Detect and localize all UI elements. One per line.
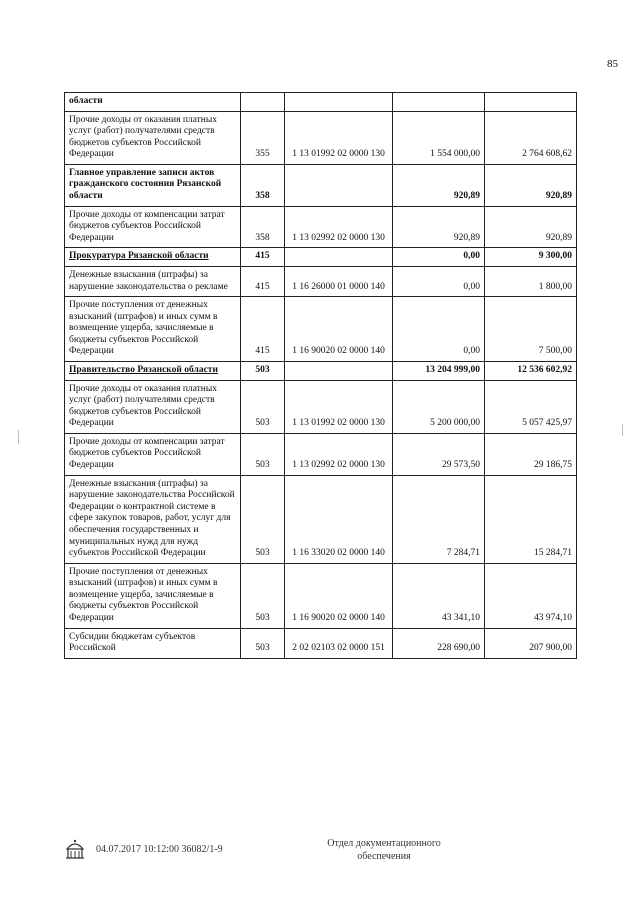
row-kbk: 2 02 02103 02 0000 151 — [285, 628, 393, 658]
row-code: 503 — [241, 563, 285, 628]
row-fact: 1 800,00 — [485, 266, 577, 296]
row-fact: 29 186,75 — [485, 433, 577, 475]
row-fact: 920,89 — [485, 164, 577, 206]
row-fact: 207 900,00 — [485, 628, 577, 658]
row-fact: 2 764 608,62 — [485, 111, 577, 164]
department-stamp: Отдел документационного обеспечения — [327, 838, 441, 862]
table-row — [65, 361, 577, 380]
row-fact — [485, 93, 577, 112]
row-plan: 0,00 — [393, 266, 485, 296]
row-name-text: Правительство Рязанской области — [69, 364, 218, 375]
row-name: Денежные взыскания (штрафы) за нарушение законодательства Российской Федерации о контрактной системе в сфере закупок товаров, работ, услуг для обеспечения государственных и муниципальных нужд для нужд субъектов Российской Федерации — [65, 475, 241, 563]
row-plan: 29 573,50 — [393, 433, 485, 475]
row-name — [65, 361, 241, 380]
row-code: 415 — [241, 248, 285, 267]
row-plan: 7 284,71 — [393, 475, 485, 563]
row-plan: 1 554 000,00 — [393, 111, 485, 164]
date-stamp: 04.07.2017 10:12:00 36082/1-9 — [96, 844, 223, 855]
row-plan: 920,89 — [393, 164, 485, 206]
table-row — [65, 266, 577, 296]
row-plan: 920,89 — [393, 206, 485, 248]
table-row — [65, 206, 577, 248]
row-kbk: 1 16 26000 01 0000 140 — [285, 266, 393, 296]
row-kbk: 1 16 90020 02 0000 140 — [285, 297, 393, 362]
row-code: 503 — [241, 380, 285, 433]
row-name — [65, 248, 241, 267]
table-row — [65, 248, 577, 267]
scan-mark — [622, 424, 623, 436]
row-code: 358 — [241, 164, 285, 206]
table-row — [65, 164, 577, 206]
row-fact: 7 500,00 — [485, 297, 577, 362]
row-kbk — [285, 248, 393, 267]
row-name: Субсидии бюджетам субъектов Российской — [65, 628, 241, 658]
row-kbk — [285, 164, 393, 206]
row-code: 415 — [241, 266, 285, 296]
row-kbk: 1 16 90020 02 0000 140 — [285, 563, 393, 628]
row-name: Главное управление записи актов гражданского состояния Рязанской области — [65, 164, 241, 206]
row-name: Прочие доходы от оказания платных услуг (работ) получателями средств бюджетов субъектов Российской Федерации — [65, 380, 241, 433]
row-plan: 13 204 999,00 — [393, 361, 485, 380]
row-name: Прочие поступления от денежных взысканий (штрафов) и иных сумм в возмещение ущерба, зачисляемые в бюджеты субъектов Российской Федерации — [65, 563, 241, 628]
table-row — [65, 563, 577, 628]
table-row — [65, 433, 577, 475]
row-kbk: 1 13 01992 02 0000 130 — [285, 380, 393, 433]
row-code: 503 — [241, 361, 285, 380]
row-name: области — [65, 93, 241, 112]
table-row — [65, 111, 577, 164]
revenue-table — [64, 92, 577, 659]
row-code: 415 — [241, 297, 285, 362]
row-code: 358 — [241, 206, 285, 248]
row-code: 503 — [241, 628, 285, 658]
row-name: Прочие поступления от денежных взысканий (штрафов) и иных сумм в возмещение ущерба, зачисляемые в бюджеты субъектов Российской Федерации — [65, 297, 241, 362]
row-name: Денежные взыскания (штрафы) за нарушение законодательства о рекламе — [65, 266, 241, 296]
row-name: Прочие доходы от компенсации затрат бюджетов субъектов Российской Федерации — [65, 433, 241, 475]
row-kbk — [285, 361, 393, 380]
row-kbk: 1 13 02992 02 0000 130 — [285, 433, 393, 475]
row-code: 355 — [241, 111, 285, 164]
row-plan: 0,00 — [393, 297, 485, 362]
table-row — [65, 93, 577, 112]
row-fact: 5 057 425,97 — [485, 380, 577, 433]
row-plan: 43 341,10 — [393, 563, 485, 628]
row-plan: 228 690,00 — [393, 628, 485, 658]
row-code: 503 — [241, 475, 285, 563]
row-kbk: 1 13 01992 02 0000 130 — [285, 111, 393, 164]
page-number: 85 — [607, 58, 618, 70]
row-plan: 5 200 000,00 — [393, 380, 485, 433]
duma-logo-icon — [64, 838, 86, 860]
row-kbk: 1 13 02992 02 0000 130 — [285, 206, 393, 248]
row-fact: 12 536 602,92 — [485, 361, 577, 380]
row-code — [241, 93, 285, 112]
row-code: 503 — [241, 433, 285, 475]
row-name-text: Прокуратура Рязанской области — [69, 251, 209, 262]
row-fact: 9 300,00 — [485, 248, 577, 267]
table-row — [65, 380, 577, 433]
table-row — [65, 475, 577, 563]
row-fact: 15 284,71 — [485, 475, 577, 563]
row-plan: 0,00 — [393, 248, 485, 267]
row-kbk — [285, 93, 393, 112]
row-name: Прочие доходы от оказания платных услуг (работ) получателями средств бюджетов субъектов Российской Федерации — [65, 111, 241, 164]
row-name: Прочие доходы от компенсации затрат бюджетов субъектов Российской Федерации — [65, 206, 241, 248]
table-row — [65, 628, 577, 658]
table-row — [65, 297, 577, 362]
row-fact: 920,89 — [485, 206, 577, 248]
row-kbk: 1 16 33020 02 0000 140 — [285, 475, 393, 563]
row-fact: 43 974,10 — [485, 563, 577, 628]
row-plan — [393, 93, 485, 112]
scan-mark — [18, 430, 19, 444]
